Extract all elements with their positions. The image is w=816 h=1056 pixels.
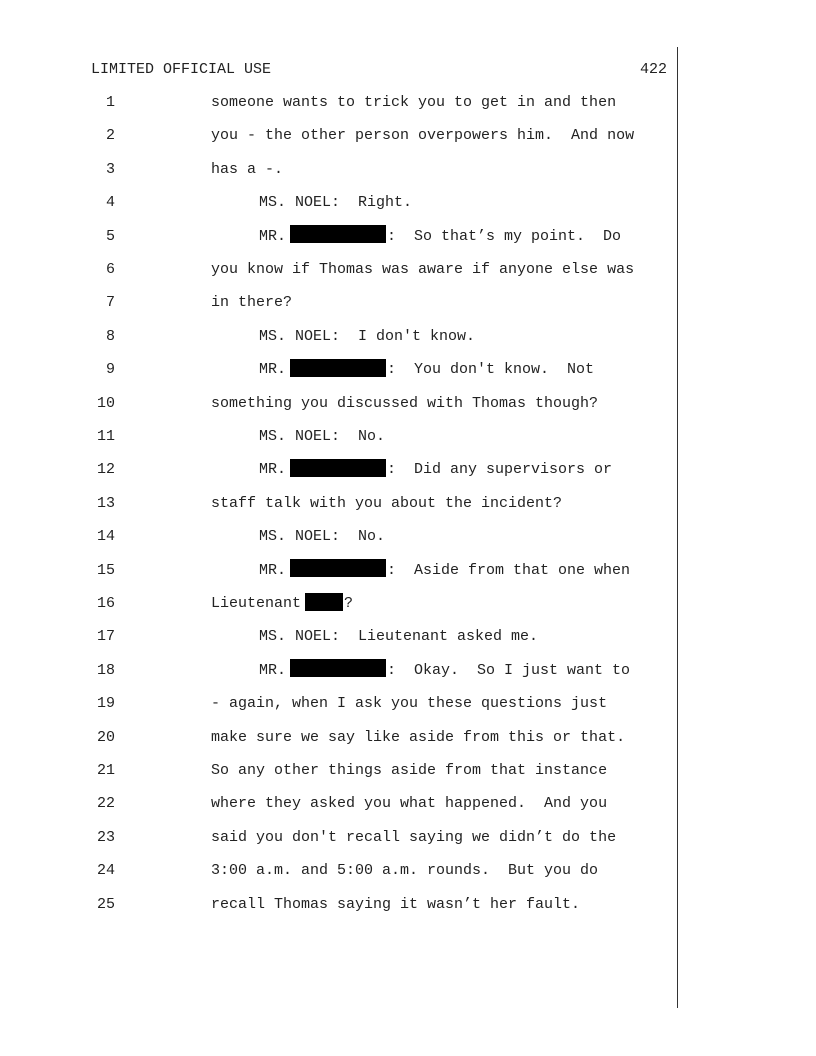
page-number: 422 xyxy=(639,61,667,78)
line-segment: in there? xyxy=(211,294,293,312)
transcript-line xyxy=(0,461,816,483)
line-text xyxy=(211,127,634,144)
transcript-line xyxy=(0,495,816,517)
line-number: 8 xyxy=(105,327,115,345)
line-text xyxy=(211,94,616,111)
transcript-line xyxy=(0,194,816,216)
transcript-line xyxy=(0,161,816,183)
line-segment: ? xyxy=(344,595,354,612)
line-text xyxy=(211,795,607,812)
line-number: 10 xyxy=(96,394,115,412)
line-text xyxy=(211,762,607,779)
transcript-line xyxy=(0,361,816,383)
line-segment: where they asked you what happened. And you xyxy=(211,795,608,813)
line-segment: MS. NOEL: No. xyxy=(259,428,386,445)
line-number: 1 xyxy=(105,94,115,111)
line-segment: MS. NOEL: No. xyxy=(259,528,386,546)
redaction-box xyxy=(290,225,386,243)
line-number: 6 xyxy=(105,261,115,278)
line-number: 22 xyxy=(96,795,115,813)
line-segment: MR. xyxy=(259,361,287,379)
transcript-line xyxy=(0,695,816,717)
line-text xyxy=(259,628,538,645)
redaction-box xyxy=(305,593,343,611)
line-text xyxy=(259,528,385,545)
line-number: 7 xyxy=(105,294,115,312)
line-text xyxy=(211,896,580,913)
line-segment: you - the other person overpowers him. And now xyxy=(211,127,635,145)
header-classification: LIMITED OFFICIAL USE xyxy=(91,61,272,78)
line-number: 9 xyxy=(105,361,115,379)
line-text xyxy=(211,395,598,412)
transcript-line xyxy=(0,228,816,250)
transcript-line xyxy=(0,729,816,751)
line-segment: MR. xyxy=(259,227,287,245)
transcript-line xyxy=(0,562,816,584)
line-segment: : Did any supervisors or xyxy=(387,461,613,479)
transcript-line xyxy=(0,829,816,851)
transcript-line xyxy=(0,662,816,684)
line-text xyxy=(211,829,616,846)
transcript-line xyxy=(0,862,816,884)
line-segment: make sure we say like aside from this or that. xyxy=(211,728,626,746)
line-segment: MS. NOEL: I don't know. xyxy=(259,327,476,345)
line-text xyxy=(211,161,283,178)
redaction-box xyxy=(290,359,386,377)
transcript-line xyxy=(0,762,816,784)
line-segment: : So that’s my point. Do xyxy=(387,227,622,245)
line-number: 4 xyxy=(105,194,115,212)
line-number: 16 xyxy=(96,595,115,612)
transcript-line xyxy=(0,896,816,918)
line-text xyxy=(259,194,412,211)
line-segment: : You don't know. Not xyxy=(387,361,595,379)
line-segment: Lieutenant xyxy=(211,595,302,612)
line-segment: : Aside from that one when xyxy=(387,561,631,579)
line-segment: MR. xyxy=(259,661,287,679)
line-text xyxy=(259,228,621,245)
transcript-line xyxy=(0,628,816,650)
line-segment: MR. xyxy=(259,461,287,479)
line-text xyxy=(211,862,598,879)
line-text xyxy=(211,695,607,712)
line-segment: has a -. xyxy=(211,160,284,178)
line-segment: MS. NOEL: Lieutenant asked me. xyxy=(259,628,539,646)
line-segment: someone wants to trick you to get in and then xyxy=(211,94,617,111)
line-text xyxy=(211,261,634,278)
line-text xyxy=(259,361,594,378)
line-segment: staff talk with you about the incident? xyxy=(211,494,563,512)
line-text xyxy=(259,662,630,679)
line-segment: - again, when I ask you these questions just xyxy=(211,695,608,713)
transcript-line xyxy=(0,395,816,417)
line-text xyxy=(211,729,625,746)
line-number: 25 xyxy=(96,895,115,913)
line-number: 3 xyxy=(105,160,115,178)
line-number: 2 xyxy=(105,127,115,145)
line-text xyxy=(211,495,562,512)
line-text xyxy=(211,595,353,612)
line-text xyxy=(259,562,630,579)
transcript-line xyxy=(0,528,816,550)
line-number: 21 xyxy=(96,762,115,779)
redaction-box xyxy=(290,559,386,577)
line-number: 24 xyxy=(96,862,115,880)
transcript-line xyxy=(0,127,816,149)
line-number: 15 xyxy=(96,561,115,579)
line-segment: said you don't recall saying we didn’t do the xyxy=(211,828,617,846)
redaction-box xyxy=(290,659,386,677)
line-number: 13 xyxy=(96,494,115,512)
line-number: 19 xyxy=(96,695,115,713)
line-segment: MS. NOEL: Right. xyxy=(259,194,413,212)
line-number: 18 xyxy=(96,661,115,679)
line-number: 11 xyxy=(96,428,115,445)
transcript-line xyxy=(0,94,816,116)
line-text xyxy=(259,461,612,478)
line-segment: MR. xyxy=(259,561,287,579)
line-number: 5 xyxy=(105,227,115,245)
line-segment: something you discussed with Thomas though? xyxy=(211,394,599,412)
line-text xyxy=(259,428,385,445)
transcript-line xyxy=(0,294,816,316)
line-text xyxy=(259,328,475,345)
line-segment: you know if Thomas was aware if anyone else was xyxy=(211,261,635,278)
line-number: 17 xyxy=(96,628,115,646)
line-segment: So any other things aside from that instance xyxy=(211,762,608,779)
transcript-line xyxy=(0,795,816,817)
transcript-line xyxy=(0,428,816,450)
line-segment: recall Thomas saying it wasn’t her fault. xyxy=(211,895,581,913)
transcript-line xyxy=(0,595,816,617)
line-number: 23 xyxy=(96,828,115,846)
line-text xyxy=(211,294,292,311)
line-number: 12 xyxy=(96,461,115,479)
transcript-line xyxy=(0,261,816,283)
redaction-box xyxy=(290,459,386,477)
line-segment: 3:00 a.m. and 5:00 a.m. rounds. But you do xyxy=(211,862,599,880)
line-number: 14 xyxy=(96,528,115,546)
line-segment: : Okay. So I just want to xyxy=(387,661,631,679)
line-number: 20 xyxy=(96,728,115,746)
transcript-line xyxy=(0,328,816,350)
